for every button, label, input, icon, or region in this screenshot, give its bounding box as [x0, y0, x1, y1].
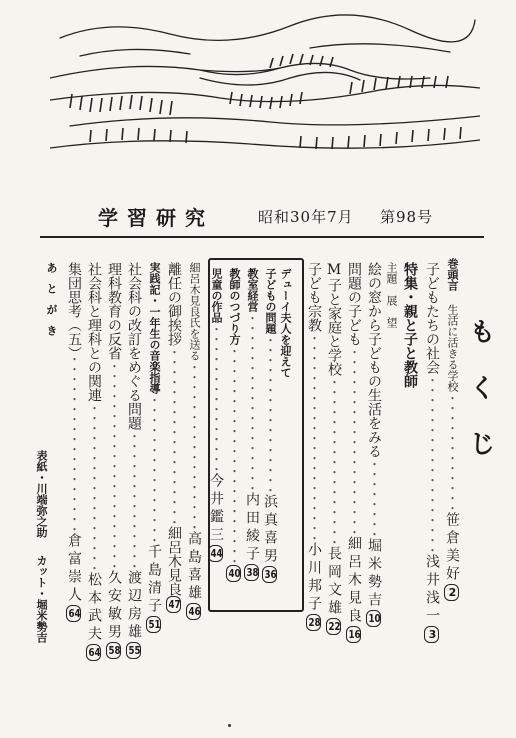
- toc-entry[interactable]: 細呂木見良氏を送る・・・・・・・・・・・・・・・・・高島喜雄46: [186, 262, 201, 620]
- toc-entry[interactable]: 問題の子ども・・・・・・・・・・・・・・・・・・・細呂木見良16: [346, 262, 361, 643]
- toc-entry[interactable]: 教室経営・・・・・・・・・・・・・・・・・・内田綾子38: [244, 268, 259, 581]
- entry-title: 社会科の改訂をめぐる問題: [126, 262, 142, 430]
- toc-subheading: [386, 262, 397, 328]
- toc-entry[interactable]: 絵の窓から子どもの生活をみる・・・・・・・・堀米勢吉10: [366, 262, 381, 627]
- toc-entry[interactable]: 巻頭言 生活に活きる学校・・・・・・・・・・・・笹倉美好2: [444, 258, 459, 601]
- entry-page: 44: [208, 545, 223, 562]
- toc-section-heading: デューイ夫人を迎えて: [279, 268, 292, 378]
- entry-page: 2: [444, 584, 459, 601]
- masthead: [0, 200, 516, 230]
- entry-author: 千島清子: [146, 544, 162, 616]
- entry-title: 子どもたちの社会: [424, 262, 440, 374]
- entry-author: 浜真喜男: [262, 494, 278, 566]
- entry-title: 教師のつづり方: [228, 268, 241, 345]
- toc-entry[interactable]: 教師のつづり方・・・・・・・・・・・・・・・・・・・・・・40: [226, 268, 241, 582]
- entry-page: 16: [346, 626, 361, 643]
- entry-author: 久安敏男: [106, 570, 122, 642]
- entry-page: 40: [226, 565, 241, 582]
- toc-entry[interactable]: M子と家庭と学校・・・・・・・・・・・・・・・・・長岡文雄22: [326, 262, 341, 635]
- entry-title: 実践記・一年生の音楽指導: [148, 262, 161, 394]
- entry-title: 問題の子ども: [346, 262, 362, 346]
- entry-page: 28: [306, 614, 321, 631]
- entry-author: 倉富崇人: [66, 533, 82, 605]
- entry-title: 理科教育の反省: [106, 262, 122, 360]
- entry-page: 22: [326, 618, 341, 635]
- entry-title: 離任の御挨拶: [166, 262, 182, 346]
- entry-author: 堀米勢吉: [366, 538, 382, 610]
- entry-author: 松本武夫: [86, 572, 102, 644]
- entry-title: 生活に活きる学校: [446, 304, 459, 392]
- entry-page: 58: [106, 642, 121, 659]
- landscape-illustration: [50, 8, 480, 168]
- entry-head: 主: [385, 262, 398, 273]
- entry-author: 今井鑑三: [208, 473, 224, 545]
- entry-head: 巻頭言: [446, 258, 459, 291]
- entry-author: 笹倉美好: [444, 512, 460, 584]
- cover-credit: 表紙・川端弥之助: [35, 450, 48, 538]
- entry-author: 細呂木見良: [166, 526, 182, 596]
- entry-title: 社会科と理科との関連: [86, 262, 102, 402]
- entry-page: 3: [424, 626, 439, 643]
- entry-page: 38: [244, 564, 259, 581]
- entry-page: 64: [86, 644, 101, 661]
- entry-author: 細呂木見良: [346, 536, 362, 626]
- issue-date: 昭和30年7月: [258, 208, 354, 226]
- entry-author: 浅井浅一: [424, 554, 440, 626]
- entry-page: 55: [126, 642, 141, 659]
- entry-author: 高島喜雄: [186, 531, 202, 603]
- entry-author: 渡辺房雄: [126, 570, 142, 642]
- toc-entry[interactable]: 離任の御挨拶・・・・・・・・・・・・・・・・・・細呂木見良47: [166, 262, 181, 613]
- entry-page: 64: [66, 605, 81, 622]
- header-rule: [40, 236, 484, 238]
- toc-entry[interactable]: 児童の作品・・・・・・・・・・・・・・・今井鑑三44: [208, 268, 223, 562]
- entry-title: M子と家庭と学校: [326, 262, 342, 376]
- cut-credit: カット・堀米勢吉: [35, 555, 48, 643]
- entry-title: 子どもの問題: [264, 268, 277, 334]
- toc-entry[interactable]: 実践記・一年生の音楽指導・・・・・・・・・・・・・・・千島清子51: [146, 262, 161, 633]
- toc-entry[interactable]: 子ども宗教・・・・・・・・・・・・・・・・・・・・・小川邦子28: [306, 262, 321, 631]
- entry-page: 46: [186, 603, 201, 620]
- contents-heading: もくじ: [465, 318, 495, 486]
- toc-entry[interactable]: 子どもの問題・・・・・・・・・・・・・・・・浜真喜男36: [262, 268, 277, 583]
- page-dot: [228, 724, 231, 727]
- toc-section-heading: 特集・親と子と教師: [402, 262, 418, 388]
- entry-title: 集団思考（五）: [66, 262, 82, 353]
- entry-page: 47: [166, 596, 181, 613]
- toc-entry[interactable]: 集団思考（五）・・・・・・・・・・・・・・・・・・倉富崇人64: [66, 262, 81, 622]
- entry-author: 長岡文雄: [326, 546, 342, 618]
- entry-page: 51: [146, 616, 161, 633]
- entry-title: 子ども宗教: [306, 262, 322, 332]
- entry-title: 教室経営: [246, 268, 259, 312]
- entry-author: 内田綾子: [244, 492, 260, 564]
- issue-number: 第98号: [380, 208, 434, 226]
- toc-entry[interactable]: 社会科の改訂をめぐる問題・・・・・・・・・・・・・・渡辺房雄55: [126, 262, 141, 659]
- toc-entry[interactable]: 子どもたちの社会・・・・・・・・・・・・・・・・・・浅井浅一3: [424, 262, 439, 643]
- entry-title: 細呂木見良氏を送る: [188, 262, 201, 361]
- toc-entry[interactable]: 理科教育の反省・・・・・・・・・・・・・・・・・・・・・久安敏男58: [106, 262, 121, 659]
- entry-title: 題 展 望: [385, 273, 398, 328]
- entry-title: 絵の窓から子どもの生活をみる: [366, 262, 382, 458]
- journal-title: 学習研究: [98, 206, 214, 230]
- entry-page: 10: [366, 610, 381, 627]
- afterword[interactable]: あとがき: [45, 262, 58, 346]
- toc-entry[interactable]: 社会科と理科との関連・・・・・・・・・・・・・・・・・松本武夫64: [86, 262, 101, 661]
- entry-page: 36: [262, 566, 277, 583]
- entry-title: 児童の作品: [210, 268, 223, 323]
- entry-author: 小川邦子: [306, 542, 322, 614]
